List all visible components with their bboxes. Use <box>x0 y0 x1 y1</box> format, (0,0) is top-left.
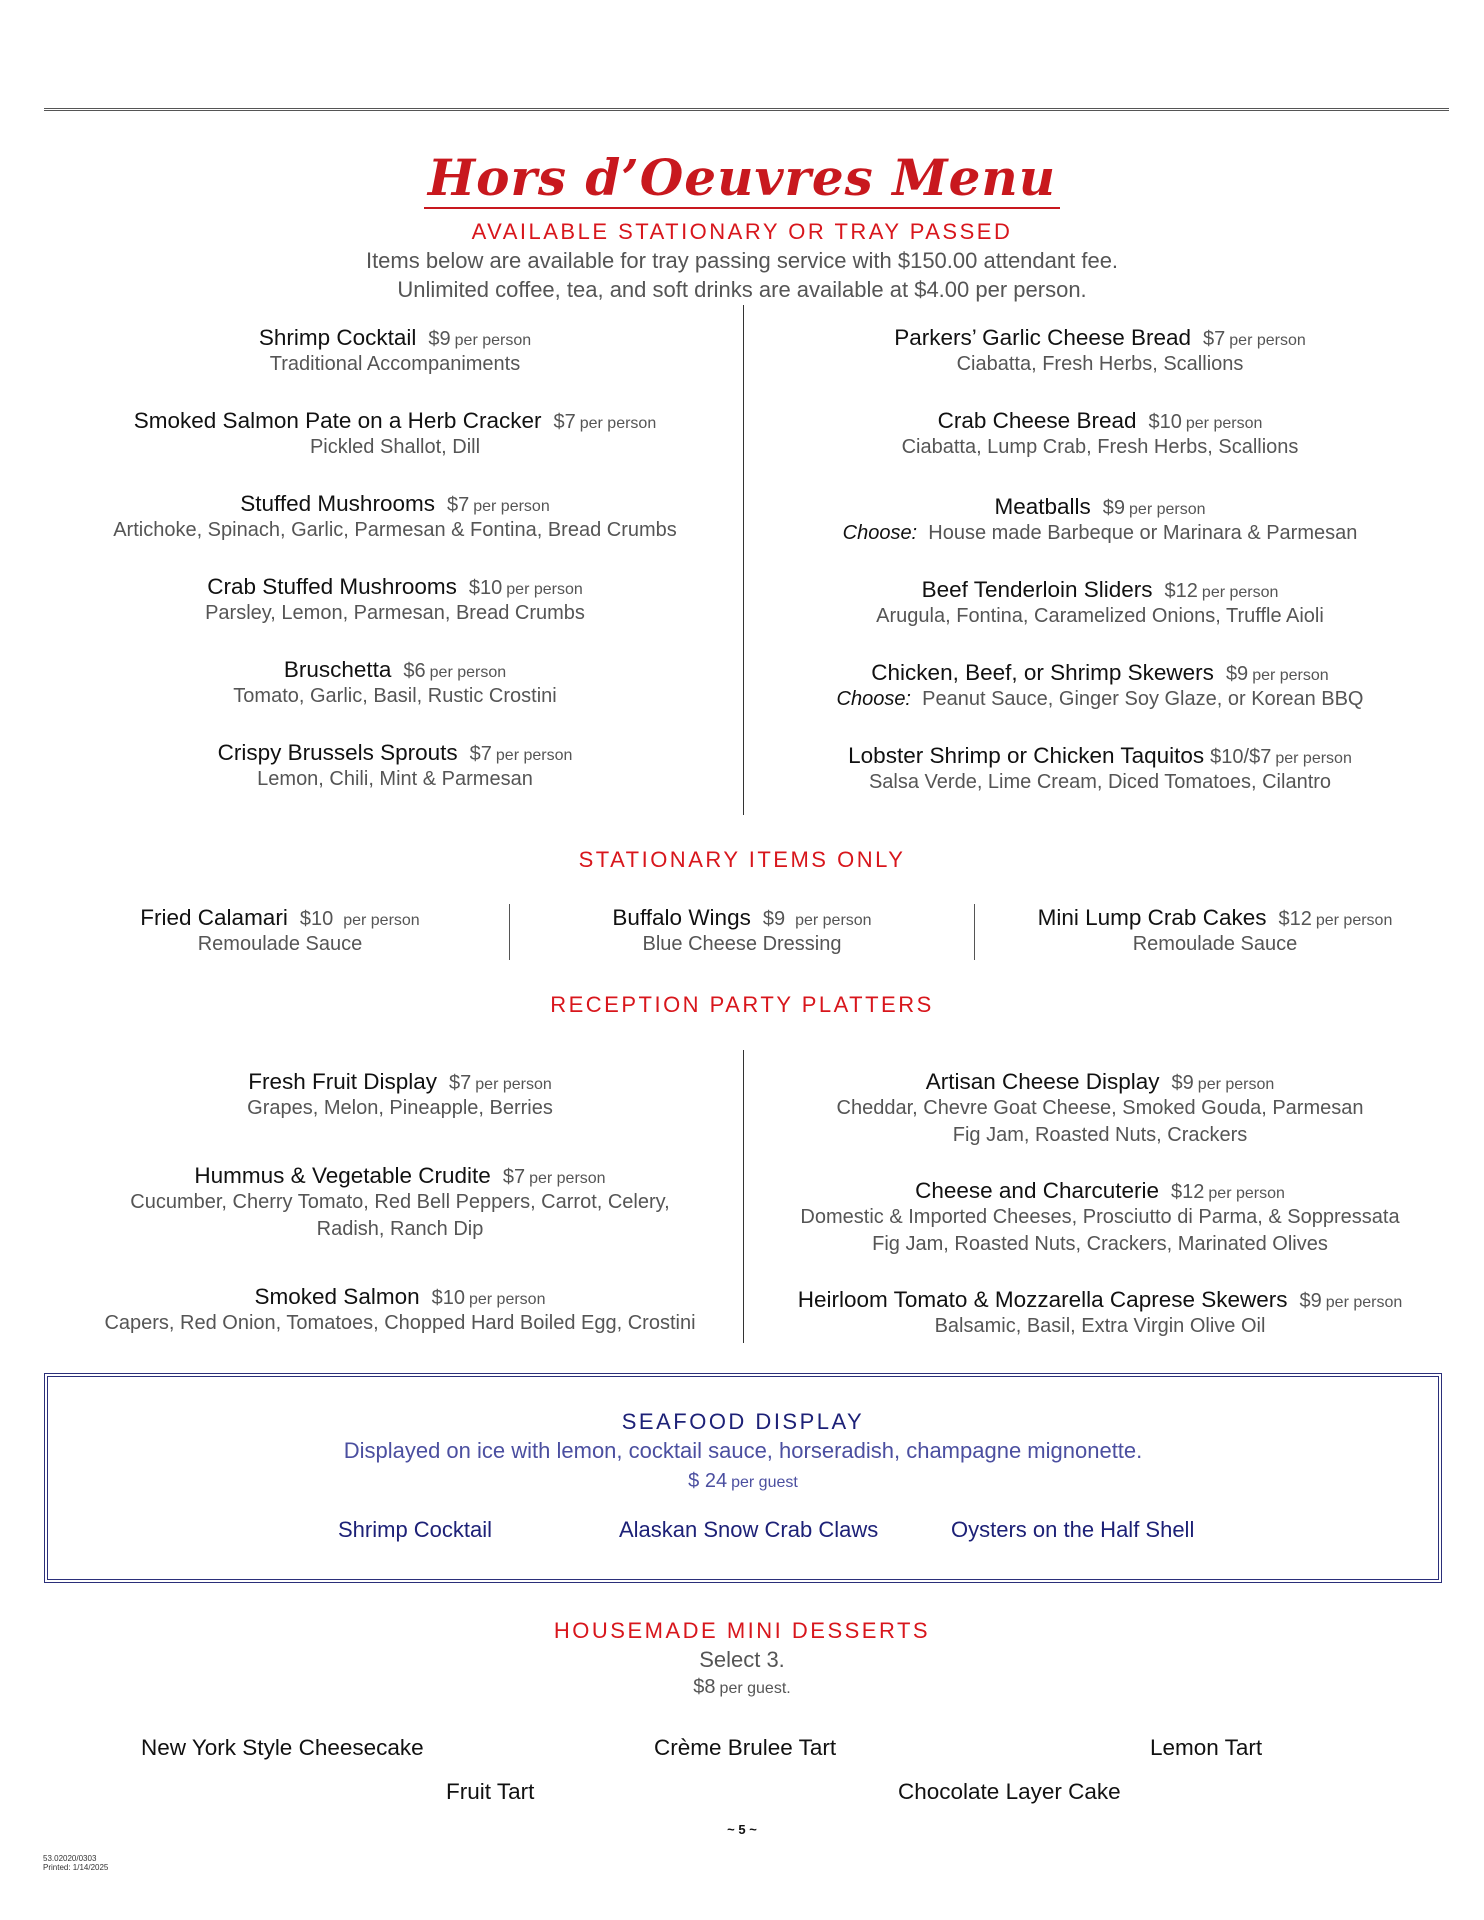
item-per: per person <box>506 581 583 598</box>
item-desc: Domestic & Imported Cheeses, Prosciutto di Parma, & Soppressata <box>800 1206 1400 1228</box>
item-price: $12 <box>1278 908 1312 930</box>
print-footer <box>43 1854 108 1872</box>
item-price: $9 <box>762 908 786 930</box>
seafood-desc: Displayed on ice with lemon, cocktail sauce, horseradish, champagne mignonette. <box>343 1438 1143 1463</box>
column-divider <box>509 904 510 960</box>
dessert-item: Lemon Tart <box>1150 1735 1263 1760</box>
item-desc: Salsa Verde, Lime Cream, Diced Tomatoes, Cilantro <box>868 771 1332 793</box>
item-per: per person <box>1325 1294 1403 1311</box>
item-per: per person <box>1197 1076 1275 1093</box>
menu-item <box>770 1178 1430 1258</box>
item-desc: Cucumber, Cherry Tomato, Red Bell Peppers, Carrot, Celery, <box>130 1191 670 1213</box>
item-desc: Ciabatta, Fresh Herbs, Scallions <box>956 353 1244 375</box>
drinks-note: Unlimited coffee, tea, and soft drinks are available at $4.00 per person. <box>397 277 1087 302</box>
section-heading-party-platters: RECEPTION PARTY PLATTERS <box>550 992 934 1017</box>
item-price: $10 <box>1148 411 1182 433</box>
item-desc: Remoulade Sauce <box>197 933 363 955</box>
section-heading-stationary-or-passed: AVAILABLE STATIONARY OR TRAY PASSED <box>471 219 1013 244</box>
item-price: $6 <box>403 660 426 682</box>
item-name: Hummus & Vegetable Crudite <box>194 1163 491 1188</box>
dessert-per: per guest. <box>719 1680 791 1697</box>
item-desc: Fig Jam, Roasted Nuts, Crackers <box>952 1124 1248 1146</box>
item-name: Crab Stuffed Mushrooms <box>207 574 457 599</box>
section-heading-desserts: HOUSEMADE MINI DESSERTS <box>553 1618 931 1643</box>
item-per: per person <box>1229 332 1306 349</box>
seafood-display-box <box>44 1373 1442 1583</box>
menu-item <box>80 491 710 544</box>
item-per: per person <box>1208 1185 1285 1202</box>
choose-label: Choose: <box>842 522 918 544</box>
item-desc: Arugula, Fontina, Caramelized Onions, Truffle Aioli <box>876 605 1324 627</box>
item-per: per person <box>429 664 507 681</box>
menu-item <box>770 743 1430 796</box>
top-rule <box>44 108 1449 111</box>
item-name: Chicken, Beef, or Shrimp Skewers <box>871 660 1214 685</box>
item-desc: Traditional Accompaniments <box>269 353 521 375</box>
item-desc: Tomato, Garlic, Basil, Rustic Crostini <box>233 685 557 707</box>
item-desc: Capers, Red Onion, Tomatoes, Chopped Hard Boiled Egg, Crostini <box>104 1312 696 1334</box>
dessert-price: $8 <box>693 1676 716 1698</box>
menu-item <box>80 574 710 627</box>
item-per: per person <box>1129 501 1206 518</box>
menu-item <box>80 905 480 958</box>
item-price: $7 <box>553 411 576 433</box>
column-divider <box>743 1050 744 1343</box>
item-price: $12 <box>1171 1181 1205 1203</box>
item-price: $9 <box>428 328 451 350</box>
item-price: $7 <box>502 1166 526 1188</box>
item-per: per person <box>795 912 872 929</box>
item-name: Lobster Shrimp or Chicken Taquitos <box>848 743 1205 768</box>
item-desc: Peanut Sauce, Ginger Soy Glaze, or Korean BBQ <box>922 688 1364 710</box>
item-desc: Artichoke, Spinach, Garlic, Parmesan & Fontina, Bread Crumbs <box>113 519 677 541</box>
item-name: Heirloom Tomato & Mozzarella Caprese Skewers <box>797 1287 1288 1312</box>
item-desc: Lemon, Chili, Mint & Parmesan <box>257 768 533 790</box>
dessert-item: Chocolate Layer Cake <box>898 1779 1121 1804</box>
footer-code: 53.02020/0303 <box>43 1854 97 1863</box>
column-divider <box>743 305 744 815</box>
item-name: Crab Cheese Bread <box>937 408 1137 433</box>
item-desc: Cheddar, Chevre Goat Cheese, Smoked Gouda, Parmesan <box>836 1097 1364 1119</box>
dessert-item: Crème Brulee Tart <box>654 1735 837 1760</box>
item-price: $10/$7 <box>1210 746 1272 768</box>
item-per: per person <box>1185 415 1263 432</box>
menu-item <box>770 494 1430 547</box>
seafood-item: Alaskan Snow Crab Claws <box>619 1517 879 1542</box>
item-price: $10 <box>299 908 334 930</box>
item-price: $9 <box>1299 1290 1322 1312</box>
item-name: Smoked Salmon <box>254 1284 420 1309</box>
item-name: Artisan Cheese Display <box>925 1069 1160 1094</box>
item-name: Crispy Brussels Sprouts <box>217 740 458 765</box>
choose-label: Choose: <box>836 688 911 710</box>
menu-item <box>80 1163 720 1243</box>
item-name: Smoked Salmon Pate on a Herb Cracker <box>133 408 542 433</box>
item-per: per person <box>475 1076 552 1093</box>
item-per: per person <box>343 912 420 929</box>
menu-item <box>770 1287 1430 1340</box>
menu-item <box>770 1069 1430 1149</box>
menu-item <box>770 408 1430 461</box>
item-per: per person <box>495 747 573 764</box>
menu-item <box>770 577 1430 630</box>
menu-item <box>80 657 710 710</box>
item-per: per person <box>454 332 532 349</box>
seafood-heading: SEAFOOD DISPLAY <box>621 1409 865 1434</box>
item-desc: Blue Cheese Dressing <box>642 933 842 955</box>
item-price: $7 <box>469 743 492 765</box>
item-name: Stuffed Mushrooms <box>240 491 435 516</box>
item-price: $9 <box>1102 497 1126 519</box>
page-title: Hors d’Oeuvres Menu <box>0 148 1484 207</box>
item-price: $7 <box>449 1072 472 1094</box>
attendant-fee-note: Items below are available for tray passing service with $150.00 attendant fee. <box>365 248 1119 273</box>
item-name: Fried Calamari <box>140 905 288 930</box>
item-desc: Parsley, Lemon, Parmesan, Bread Crumbs <box>205 602 585 624</box>
item-price: $12 <box>1164 580 1198 602</box>
item-name: Fresh Fruit Display <box>248 1069 438 1094</box>
seafood-item: Oysters on the Half Shell <box>951 1517 1195 1542</box>
item-price: $7 <box>446 494 470 516</box>
item-price: $9 <box>1225 663 1249 685</box>
footer-printed: Printed: 1/14/2025 <box>43 1863 109 1872</box>
menu-item <box>80 325 710 378</box>
menu-item <box>542 905 942 958</box>
item-desc: Balsamic, Basil, Extra Virgin Olive Oil <box>934 1315 1266 1337</box>
item-name: Meatballs <box>994 494 1091 519</box>
item-per: per person <box>468 1291 546 1308</box>
item-name: Beef Tenderloin Sliders <box>921 577 1153 602</box>
menu-item <box>80 1069 720 1122</box>
item-per: per person <box>1201 584 1279 601</box>
menu-item <box>1000 905 1430 958</box>
menu-item <box>80 1284 720 1337</box>
dessert-select-note: Select 3. <box>699 1647 785 1672</box>
item-desc: Grapes, Melon, Pineapple, Berries <box>247 1097 553 1119</box>
section-heading-stationary-only: STATIONARY ITEMS ONLY <box>578 847 906 872</box>
item-desc: Fig Jam, Roasted Nuts, Crackers, Marinated Olives <box>872 1233 1328 1255</box>
item-per: per person <box>579 415 657 432</box>
dessert-item: New York Style Cheesecake <box>141 1735 424 1760</box>
item-price: $9 <box>1171 1072 1194 1094</box>
item-name: Bruschetta <box>283 657 392 682</box>
item-price: $10 <box>431 1287 465 1309</box>
item-desc: House made Barbeque or Marinara & Parmesan <box>928 522 1358 544</box>
item-per: per person <box>529 1170 606 1187</box>
menu-item <box>770 660 1430 713</box>
page-number: ~ 5 ~ <box>727 1822 757 1837</box>
item-per: per person <box>1275 750 1352 767</box>
item-per: per person <box>1252 667 1329 684</box>
item-name: Buffalo Wings <box>612 905 751 930</box>
column-divider <box>974 904 975 960</box>
item-desc: Radish, Ranch Dip <box>316 1218 484 1240</box>
item-name: Shrimp Cocktail <box>258 325 417 350</box>
item-per: per person <box>473 498 550 515</box>
item-name: Parkers’ Garlic Cheese Bread <box>894 325 1192 350</box>
dessert-item: Fruit Tart <box>446 1779 535 1804</box>
item-desc: Pickled Shallot, Dill <box>309 436 481 458</box>
seafood-per: per guest <box>731 1474 798 1491</box>
item-price: $7 <box>1203 328 1226 350</box>
item-desc: Remoulade Sauce <box>1132 933 1298 955</box>
menu-item <box>80 408 710 461</box>
menu-item <box>80 740 710 793</box>
seafood-price: $ 24 <box>688 1470 728 1492</box>
seafood-item: Shrimp Cocktail <box>338 1517 493 1542</box>
menu-item <box>770 325 1430 378</box>
item-price: $10 <box>468 577 503 599</box>
item-desc: Ciabatta, Lump Crab, Fresh Herbs, Scallions <box>901 436 1299 458</box>
dessert-price-line <box>0 1676 1484 1699</box>
item-name: Mini Lump Crab Cakes <box>1037 905 1267 930</box>
item-per: per person <box>1315 912 1393 929</box>
seafood-price-line <box>48 1470 1438 1493</box>
item-name: Cheese and Charcuterie <box>915 1178 1160 1203</box>
